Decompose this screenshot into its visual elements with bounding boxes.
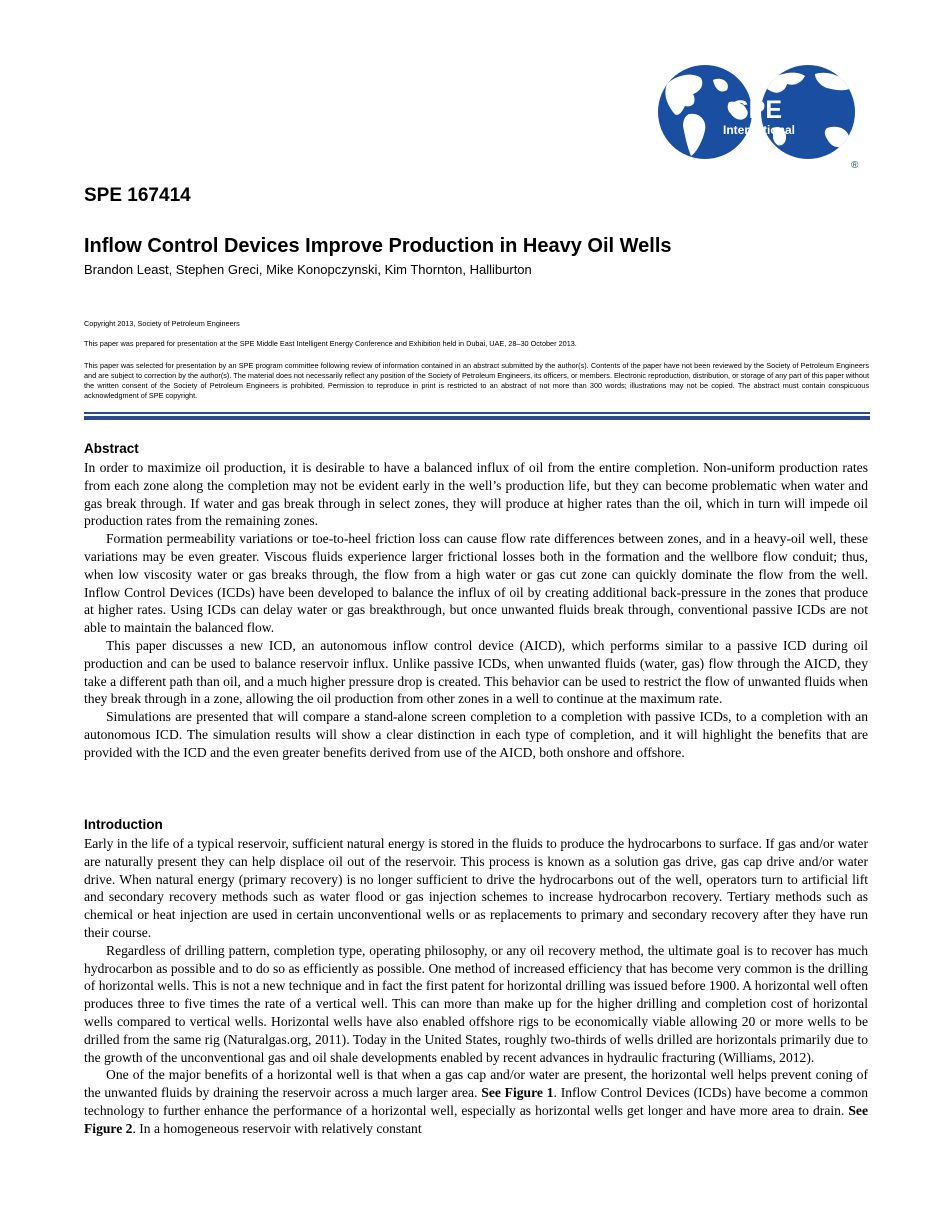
logo-international-text: International — [722, 123, 796, 137]
authors: Brandon Least, Stephen Greci, Mike Konopczynski, Kim Thornton, Halliburton — [84, 262, 532, 277]
selection-notice: This paper was selected for presentation by an SPE program committee following review of information contained in an abstract submitted by the author(s). Contents of the paper have not been reviewed by the Society of Petroleum Engineers and are subject to correction by the author(s). The material does not necessarily reflect any position of the Society of Petroleum Engineers, its officers, or members. Electronic reproduction, distribution, or storage of any part of this paper without the written consent of the Society of Petroleum Engineers is prohibited. Permission to reproduce in print is restricted to an abstract of not more than 300 words; illustrations may not be copied. The abstract must contain conspicuous acknowledgment of SPE copyright. — [84, 361, 869, 400]
introduction-paragraph: Regardless of drilling pattern, completion type, operating philosophy, or any oil recovery method, the ultimate goal is to recover has much hydrocarbon as possible and to do so as efficiently as possible. One method of increased efficiency that has become very common is the drilling of horizontal wells. This is not a new technique and in fact the first patent for horizontal drilling was issued before 1900. A horizontal well often produces three to five times the rate of a vertical well. This can more than make up for the higher drilling and completion cost of horizontal wells compared to vertical wells. Horizontal wells have also enabled offshore rigs to be economically viable allowing 20 or more wells to be drilled from the same rig (Naturalgas.org, 2011). Today in the United States, roughly two-thirds of wells drilled are horizontals primarily due to the growth of the unconventional gas and oil shale developments enabled by recent advances in hydraulic fracturing (Williams, 2012). — [84, 942, 868, 1065]
abstract-paragraph: Simulations are presented that will compare a stand-alone screen completion to a completion with passive ICDs, to a completion with an autonomous ICD. The simulation results will show a clear distinction in each type of completion, and it will highlight the benefits that are provided with the ICD and the even greater benefits derived from use of the AICD, both onshore and offshore. — [84, 709, 868, 760]
abstract-body — [84, 459, 868, 762]
figure-1-reference[interactable]: See Figure 1 — [481, 1085, 554, 1101]
introduction-body — [84, 835, 868, 1138]
presentation-notice: This paper was prepared for presentation at the SPE Middle East Intelligent Energy Conference and Exhibition held in Dubai, UAE, 28–30 October 2013. — [84, 339, 577, 348]
header-divider-thin — [84, 412, 870, 414]
paragraph-text: One of the major benefits of a horizontal well is that when a gas cap and/or water are present, the horizontal well helps prevent coning of the unwanted fluids by draining the reservoir across a much larger area. — [84, 1067, 868, 1101]
introduction-paragraph — [84, 1066, 868, 1137]
abstract-heading: Abstract — [84, 441, 139, 456]
registered-mark: ® — [851, 160, 859, 171]
spe-international-logo — [655, 62, 865, 172]
logo-spe-text: SPE — [731, 96, 783, 124]
figure-2-reference[interactable]: See Figure 2 — [84, 1102, 868, 1136]
paper-number: SPE 167414 — [84, 185, 191, 206]
header-divider-thick — [84, 416, 870, 420]
abstract-paragraph: Formation permeability variations or toe-to-heel friction loss can cause flow rate differences between zones, and in a heavy-oil well, these variations may be even greater. Viscous fluids experience larger frictional losses both in the formation and the wellbore flow conduit; thus, when low viscosity water or gas breaks through, the flow from a high water or gas cut zone can quickly dominate the flow from the well. Inflow Control Devices (ICDs) have been developed to balance the influx of oil by creating additional back-pressure in the zones that produce at higher rates. Using ICDs can delay water or gas breakthrough, but once unwanted fluids break through, conventional passive ICDs are not able to maintain the balanced flow. — [84, 531, 868, 636]
introduction-heading: Introduction — [84, 817, 163, 832]
paragraph-text: . In a homogeneous reservoir with relatively constant — [132, 1120, 422, 1136]
copyright-notice: Copyright 2013, Society of Petroleum Engineers — [84, 319, 240, 328]
paper-title: Inflow Control Devices Improve Production in Heavy Oil Wells — [84, 235, 672, 257]
introduction-paragraph: Early in the life of a typical reservoir, sufficient natural energy is stored in the fluids to produce the hydrocarbons to surface. If gas and/or water are naturally present they can help displace oil out of the reservoir. This process is known as a solution gas drive, gas cap drive and/or water drive. When natural energy (primary recovery) is no longer sufficient to drive the hydrocarbons out of the well, operators turn to artificial lift and secondary recovery methods such as water flood or gas injection schemes to increase hydrocarbon recovery. Tertiary methods such as chemical or heat injection are used in certain unconventional wells or as replacements to primary and secondary recovery after they have run their course. — [84, 836, 868, 940]
abstract-paragraph: In order to maximize oil production, it is desirable to have a balanced influx of oil from the entire completion. Non-uniform production rates from each zone along the completion may not be evident early in the well’s production life, but they can become problematic when water and gas break through. If water and gas break through in select zones, they will produce at higher rates than the oil, which in turn will impede oil production rates from the remaining zones. — [84, 460, 868, 529]
abstract-paragraph: This paper discusses a new ICD, an autonomous inflow control device (AICD), which performs similar to a passive ICD during oil production and can be used to balance reservoir influx. Unlike passive ICDs, when unwanted fluids (water, gas) flow through the AICD, they take a different path than oil, and a much higher pressure drop is created. This behavior can be used to restrict the flow of unwanted fluids when they break through in a zone, allowing the oil production from other zones in a well to continue at the maximum rate. — [84, 637, 868, 707]
paragraph-text: . Inflow Control Devices (ICDs) have become a common technology to further enhance the performance of a horizontal well, especially as horizontal wells get longer and have more area to drain. — [84, 1085, 868, 1118]
